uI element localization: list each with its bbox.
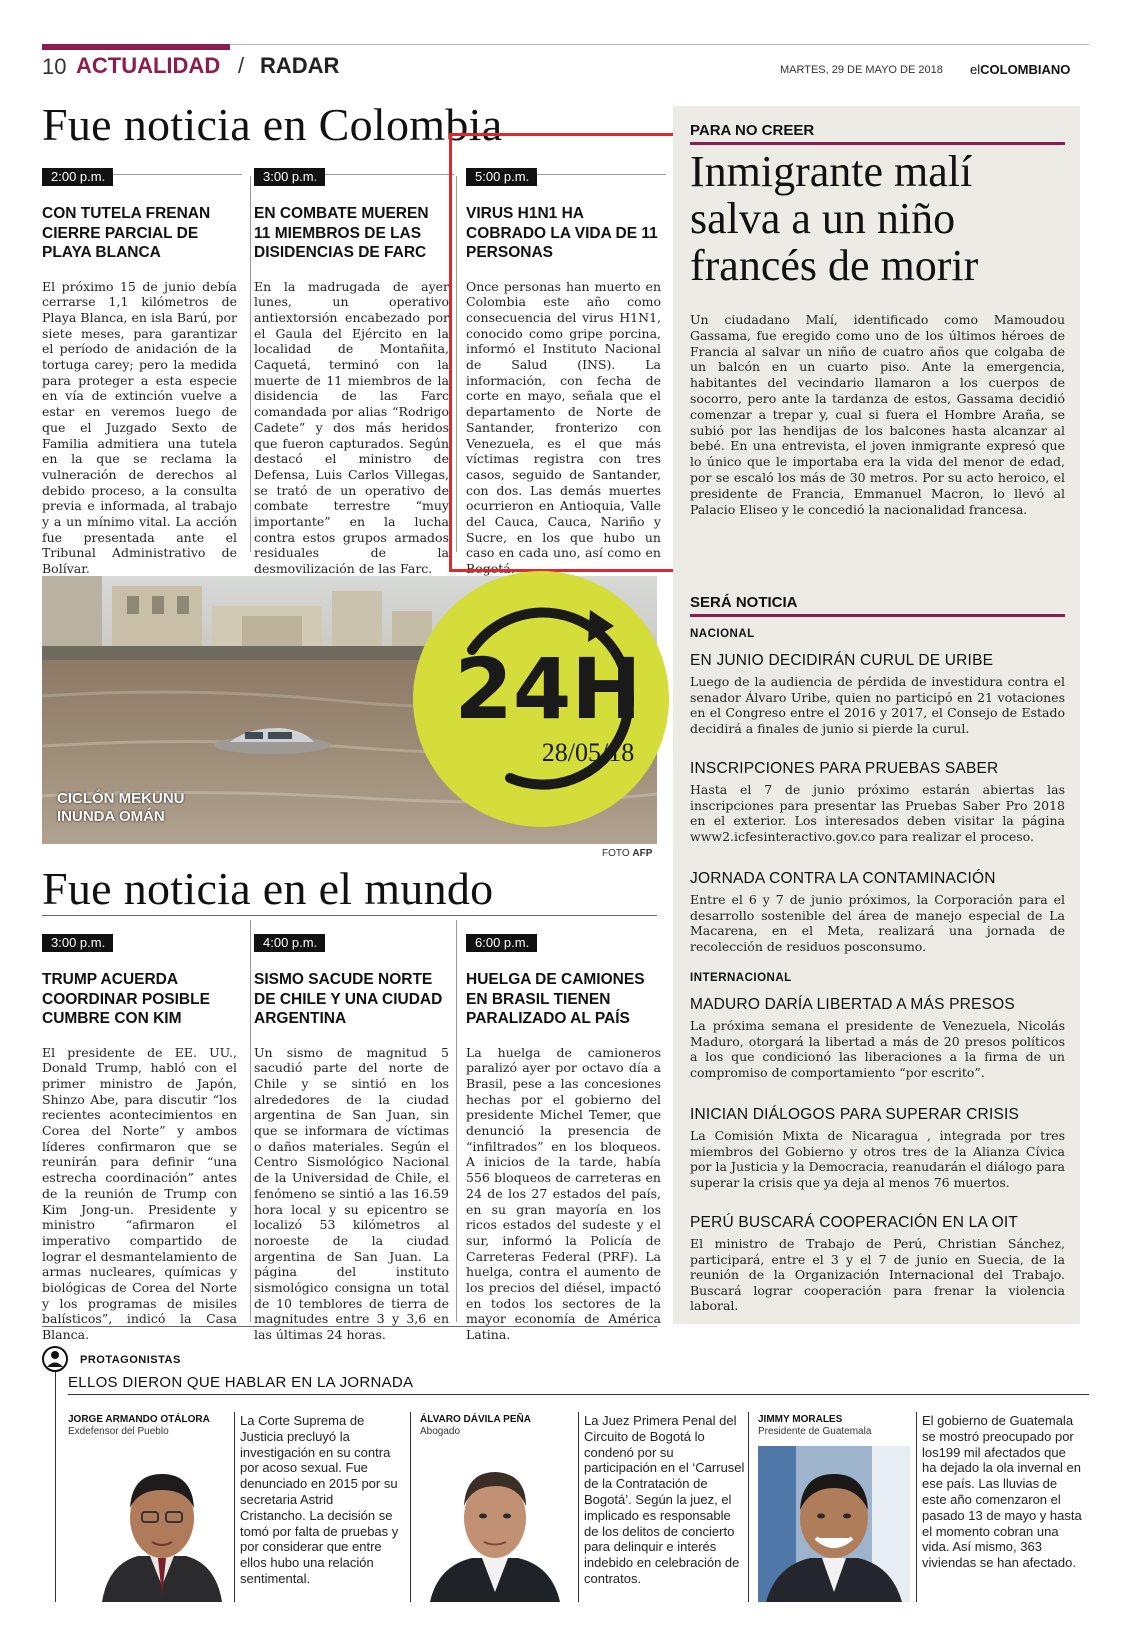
- sera-noticia-kicker: SERÁ NOTICIA: [690, 594, 798, 611]
- national-item-1: [690, 652, 1065, 736]
- story-body: La huelga de camioneros paralizó ayer por octavo día a Brasil, pese a las concesiones hechas por el gobierno del presidente Michel Temer, que denunció la presencia de “infiltrados” en los bloqueos. A inicios de la tarde, había 556 bloqueos de carreteras en 24 de los 27 estados del país, en su gran mayoría en los ricos estados del sudeste y el sur, informó la Policía de Carreteras Federal (PRF). La huelga, contra el aumento de los precios del diésel, impactó en todos los sectores de la mayor economía de América Latina.: [466, 1044, 661, 1343]
- feature-kicker: PARA NO CREER: [690, 122, 815, 139]
- item-headline: INSCRIPCIONES PARA PRUEBAS SABER: [690, 760, 999, 777]
- person-icon: [42, 1346, 68, 1372]
- story-headline: EN COMBATE MUEREN 11 MIEMBROS DE LAS DISIDENCIAS DE FARC: [254, 205, 429, 261]
- badge-text: 24H: [454, 640, 642, 738]
- subsection-name: RADAR: [260, 53, 340, 78]
- protagonist-2-role: Abogado: [420, 1426, 461, 1437]
- story-body: Un sismo de magnitud 5 sacudió parte del norte de Chile y se sintió en los alrededores de la ciudad argentina de San Juan, sin que se informara de víctimas o daños materiales. Según el Centro Sismológico Nacional de la Universidad de Chile, el fenómeno se sintió a las 16.59 hora local y su epicentro se localizó 53 kilómetros al noroeste de la ciudad argentina de San Juan. La página del instituto sismológico consigna un total de 10 temblores de tierra de magnitudes entre 3 y 3,6 en las últimas 24 horas.: [254, 1044, 449, 1343]
- page-number: 10: [42, 54, 67, 79]
- mundo-section-title: Fue noticia en el mundo: [42, 863, 494, 914]
- photo-caption: [57, 790, 257, 826]
- national-item-3: [690, 870, 1065, 954]
- protagonistas-label: PROTAGONISTAS: [80, 1354, 181, 1366]
- 24h-badge: [410, 568, 672, 830]
- item-body: La Comisión Mixta de Nicaragua , integrada por tres miembros del Gobierno y otros tres de la Alianza Cívica por la Justicia y la Democracia, reanudarán el diálogo para superar la crisis que ya deja al menos 76 muertos.: [690, 1128, 1065, 1190]
- mundo-story-3: [466, 932, 661, 1343]
- protagonist-3-avatar: [758, 1446, 910, 1602]
- story-body: Once personas han muerto en Colombia este año como consecuencia del virus H1N1, conocido como gripe porcina, informó el Instituto Nacional de Salud (INS). La información, con fecha de corte en mayo, señala que el departamento de Norte de Santander, fronterizo con Venezuela, es el que más víctimas registra con tres casos, seguido de Santander, con dos. Las demás muertes ocurrieron en Antioquia, Valle del Cauca, Cauca, Nariño y Sucre, en los que hubo un caso en cada uno, así como en Bogotá.: [466, 278, 661, 577]
- item-body: La próxima semana el presidente de Venezuela, Nicolás Maduro, otorgará la libertad a más de 20 presos políticos a los que condicionó las liberaciones a la firma de un compromiso de comportamiento “por escrito”.: [690, 1018, 1065, 1080]
- story-body: El presidente de EE. UU., Donald Trump, habló con el primer ministro de Japón, Shinzo Abe, para discutir “los recientes acontecimientos en Corea del Norte” y ambos líderes confirmaron que se reunirán para definir “una estrecha coordinación” antes de la reunión de Trump con Kim Jong-un. Presidente y ministro “afirmaron el imperativo compartido de lograr el desmantelamiento de armas nucleares, químicas y biológicas de Corea del Norte y los programas de misiles balísticos”, indicó la Casa Blanca.: [42, 1044, 237, 1343]
- feature-body: Un ciudadano Malí, identificado como Mamoudou Gassama, fue eregido como uno de los últimos héroes de Francia al salvar un niño de cuatro años que colgaba de un balcón en un cuarto piso. Ante la emergencia, habitantes del vecindario llamaron a los cuerpos de socorro, pero ante la tardanza de estos, Gassama decidió comenzar a trepar y, cual si fuera el Hombre Araña, se subió por las hendijas de los balcones hasta alcanzar al bebé. En una entrevista, el joven inmigrante expresó que lo único que le importaba era la vida del menor de edad, por se escaló los más de 30 metros. Por su acto heroico, el presidente de Francia, Emmanuel Macron, lo llevó al Palacio Eliseo y le concedió la nacionalidad francesa.: [690, 312, 1065, 517]
- section-name: ACTUALIDAD: [76, 53, 221, 78]
- time-badge: 5:00 p.m.: [466, 168, 537, 186]
- item-headline: PERÚ BUSCARÁ COOPERACIÓN EN LA OIT: [690, 1214, 1019, 1231]
- masthead-prefix: el: [970, 62, 981, 77]
- column-divider: [250, 920, 251, 1322]
- time-badge: 3:00 p.m.: [254, 168, 325, 186]
- masthead-logo: [970, 62, 1070, 77]
- feature-title: Inmigrante malí salva a un niño francés de morir: [690, 147, 979, 290]
- story-headline: HUELGA DE CAMIONES EN BRASIL TIENEN PARALIZADO AL PAÍS: [466, 971, 645, 1027]
- item-body: Entre el 6 y 7 de junio próximos, la Corporación para el desarrollo sostenible del área de manejo especial de La Macarena, en el Meta, realizará una jornada de recolección de residuos posconsumo.: [690, 892, 1065, 954]
- time-badge: 4:00 p.m.: [254, 934, 325, 952]
- highlight-box: [449, 133, 680, 572]
- international-label: INTERNACIONAL: [690, 972, 792, 984]
- story-body: El próximo 15 de junio debía cerrarse 1,1 kilómetros de Playa Blanca, en isla Barú, por siete meses, para garantizar el período de anidación de la tortuga carey; pero la medida para proteger a esta especie en vía de extinción vuelve a estar en veremos luego de que el Juzgado Sexto de Familia admitiera una tutela en la que se reclama la vulneración de derechos al debido proceso, a la consulta previa e informada, al trabajo y a un mínimo vital. La acción fue presentada ante el Tribunal Administrativo de Bolívar.: [42, 278, 237, 577]
- section-accent-bar: [42, 44, 230, 50]
- kicker-rule: [690, 614, 1065, 617]
- item-body: Hasta el 7 de junio próximo estarán abiertas las inscripciones para presentar las Pruebas Saber Pro 2018 en el exterior. Los interesados deben visitar la página www2.icfesinteractivo.gov.co para realizar el proceso.: [690, 782, 1065, 844]
- time-badge: 2:00 p.m.: [42, 168, 113, 186]
- protagonist-2-name: ÁLVARO DÁVILA PEÑA: [420, 1414, 531, 1425]
- column-divider: [234, 1412, 235, 1602]
- international-item-2: [690, 1106, 1065, 1190]
- protagonistas-left-rule: [55, 1372, 56, 1602]
- story-headline: VIRUS H1N1 HA COBRADO LA VIDA DE 11 PERSONAS: [466, 205, 658, 261]
- section-rule: [42, 915, 657, 916]
- colombia-story-1: [42, 166, 237, 577]
- mundo-story-1: [42, 932, 237, 1343]
- colombia-story-2: [254, 166, 449, 577]
- badge-date: 28/05/18: [541, 738, 635, 767]
- photo-caption-line2: INUNDA OMÁN: [57, 808, 165, 825]
- time-badge: 3:00 p.m.: [42, 934, 113, 952]
- story-headline: CON TUTELA FRENAN CIERRE PARCIAL DE PLAYA BLANCA: [42, 205, 211, 261]
- protagonistas-rule: [68, 1394, 1089, 1395]
- mundo-story-2: [254, 932, 449, 1343]
- issue-date: MARTES, 29 DE MAYO DE 2018: [780, 64, 943, 76]
- story-headline: TRUMP ACUERDA COORDINAR POSIBLE CUMBRE CON KIM: [42, 971, 210, 1027]
- protagonist-3-role: Presidente de Guatemala: [758, 1426, 872, 1437]
- protagonist-1-avatar: [98, 1446, 226, 1602]
- item-headline: JORNADA CONTRA LA CONTAMINACIÓN: [690, 870, 996, 887]
- credit-source: AFP: [632, 848, 653, 859]
- masthead-name: COLOMBIANO: [980, 62, 1071, 77]
- credit-label: FOTO: [602, 848, 630, 859]
- national-label: NACIONAL: [690, 628, 755, 640]
- column-divider: [578, 1412, 579, 1602]
- protagonist-3-name: JIMMY MORALES: [758, 1414, 843, 1425]
- protagonist-1-text: La Corte Suprema de Justicia precluyó la investigación en su contra por acoso sexual. Fue denunciado en 2015 por su secretaria Astrid Cristancho. La decisión se tomó por falta de pruebas y por considerar que entre ellos hubo una relación sentimental.: [240, 1413, 399, 1586]
- photo-credit: [602, 848, 652, 859]
- kicker-rule: [690, 142, 1065, 145]
- item-body: Luego de la audiencia de pérdida de investidura contra el senador Álvaro Uribe, quien no participó en 21 votaciones en el Congreso entre el 2016 y 2017, el Consejo de Estado decidirá a finales de junio si pierde la curul.: [690, 674, 1065, 736]
- international-item-1: [690, 996, 1065, 1080]
- photo-caption-line1: CICLÓN MEKUNU: [57, 790, 185, 807]
- column-divider: [916, 1412, 917, 1602]
- column-divider: [250, 176, 251, 552]
- story-body: En la madrugada de ayer lunes, un operativo antiextorsión encabezado por el Gaula del Ejército en la localidad de Montañita, Caquetá, terminó con la muerte de 11 miembros de la disidencia de las Farc comandada por alias “Rodrigo Cadete” y dos más heridos que fueron capturados. Según destacó el ministro de Defensa, Luis Carlos Villegas, se trató de un operativo de combate terrestre “muy importante” en la lucha contra estos grupos armados residuales de la desmovilización de las Farc.: [254, 278, 449, 577]
- time-badge: 6:00 p.m.: [466, 934, 537, 952]
- colombia-section-title: Fue noticia en Colombia: [42, 99, 503, 150]
- protagonist-3-text: El gobierno de Guatemala se mostró preocupado por los199 mil afectados que ha dejado la ola invernal en ese país. Las lluvias de este año comenzaron el pasado 13 de mayo y hasta el momento cobran una vida. Así mismo, 363 viviendas se han afectado.: [922, 1413, 1082, 1571]
- protagonist-2-avatar: [420, 1446, 570, 1602]
- protagonist-1-name: JORGE ARMANDO OTÁLORA: [68, 1414, 210, 1425]
- item-headline: EN JUNIO DECIDIRÁN CURUL DE URIBE: [690, 652, 994, 669]
- protagonist-1-role: Exdefensor del Pueblo: [68, 1426, 169, 1437]
- story-headline: SISMO SACUDE NORTE DE CHILE Y UNA CIUDAD ARGENTINA: [254, 971, 443, 1027]
- protagonistas-subtitle: ELLOS DIERON QUE HABLAR EN LA JORNADA: [68, 1374, 414, 1391]
- column-divider: [410, 1412, 411, 1602]
- international-item-3: [690, 1214, 1065, 1314]
- section-rule: [42, 1326, 657, 1327]
- item-headline: INICIAN DIÁLOGOS PARA SUPERAR CRISIS: [690, 1106, 1020, 1123]
- item-body: El ministro de Trabajo de Perú, Christian Sánchez, participará, entre el 3 y el 7 de junio en Suecia, de la reunión de la Organización Internacional del Trabajo. Buscará lograr cooperación para frenar la violencia laboral.: [690, 1236, 1065, 1314]
- protagonist-2-text: La Juez Primera Penal del Circuito de Bogotá lo condenó por su participación en el ‘Carrusel de la Contratación de Bogotá’. Según la juez, el implicado es responsable de los delitos de concierto para delinquir e interés indebido en celebración de contratos.: [584, 1413, 745, 1586]
- column-divider: [456, 920, 457, 1322]
- column-divider: [748, 1412, 749, 1602]
- section-separator: /: [238, 53, 245, 78]
- national-item-2: [690, 760, 1065, 844]
- item-headline: MADURO DARÍA LIBERTAD A MÁS PRESOS: [690, 996, 1015, 1013]
